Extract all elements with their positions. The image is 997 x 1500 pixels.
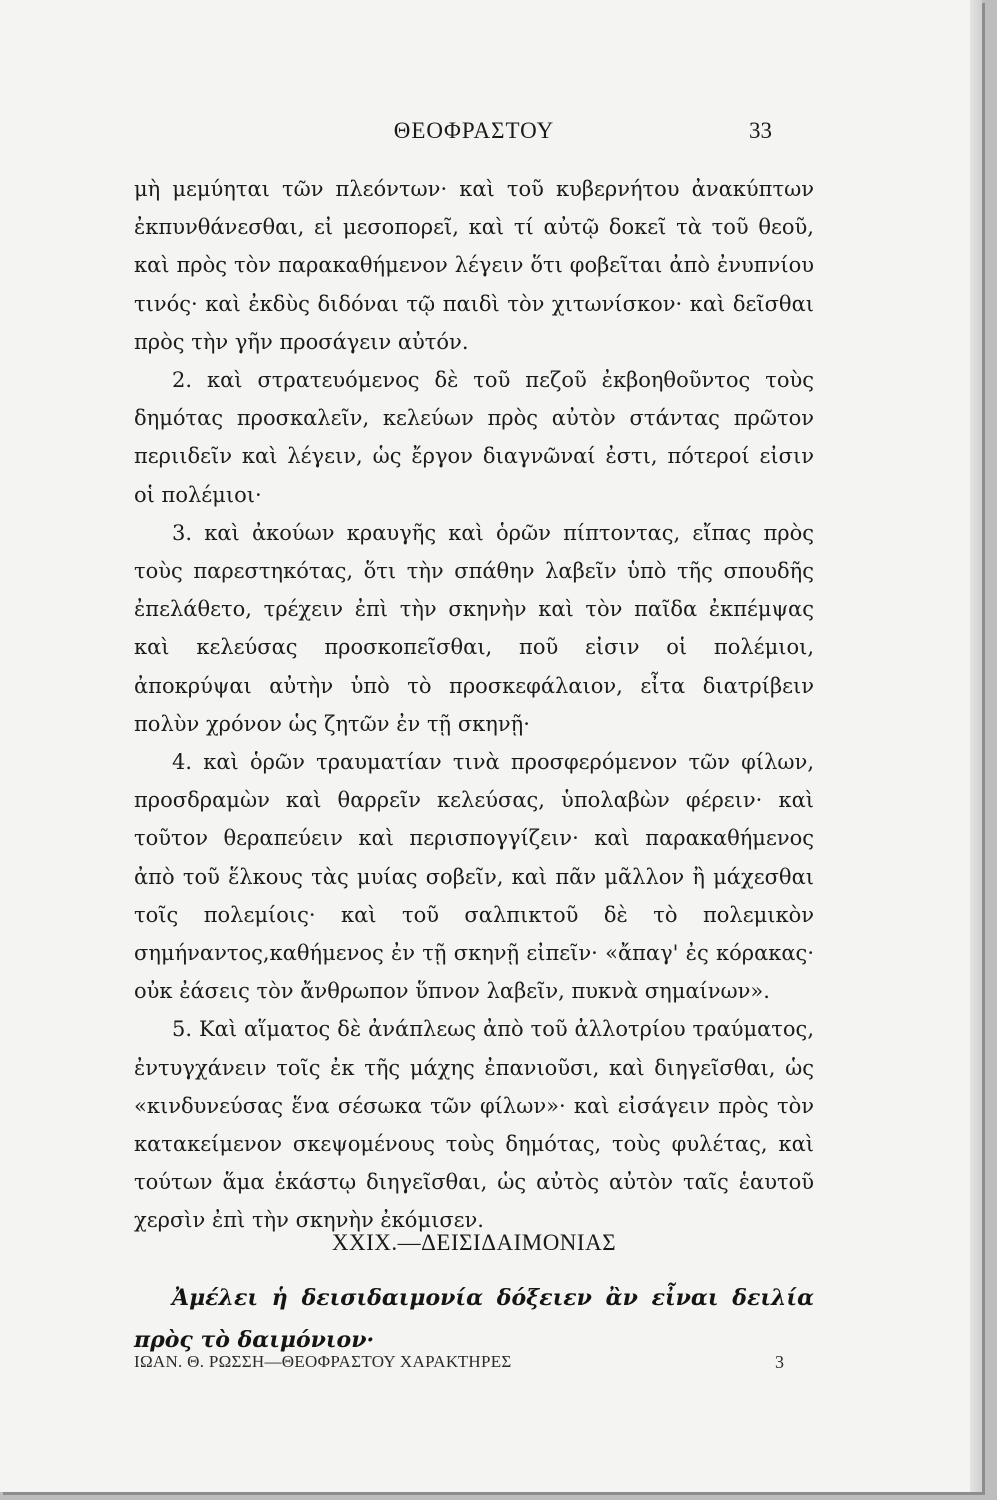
running-head [134, 118, 814, 152]
page-number: 33 [749, 118, 772, 143]
body-text [134, 170, 814, 1240]
paragraph-4: 4. καὶ ὁρῶν τραυματίαν τινὰ προσφερόμενον τῶν φίλων, προσδραμὼν καὶ θαρρεῖν κελεύσας, ὑπολαβὼν φέρειν· καὶ τοῦτον θεραπεύειν καὶ περισπογγίζειν· καὶ παρακαθήμενος ἀπὸ τοῦ ἕλκους τὰς μυίας σοβεῖν, καὶ πᾶν μᾶλλον ἢ μάχεσθαι τοῖς πολεμίοις· καὶ τοῦ σαλπικτοῦ δὲ τὸ πολεμικὸν σημήναντος,καθήμενος ἐν τῇ σκηνῇ εἰπεῖν· «ἄπαγ' ἐς κόρακας· οὐκ ἐάσεις τὸν ἄνθρωπον ὕπνον λαβεῖν, πυκνὰ σημαίνων». [134, 750, 814, 1004]
paragraph-5: 5. Καὶ αἵματος δὲ ἀνάπλεως ἀπὸ τοῦ ἀλλοτρίου τραύματος, ἐντυγχάνειν τοῖς ἐκ τῆς μάχης ἐπανιοῦσι, καὶ διηγεῖσθαι, ὡς «κινδυνεύσας ἕνα σέσωκα τῶν φίλων»· καὶ εἰσάγειν πρὸς τὸν κατακείμενον σκεψομένους τοὺς δημότας, τοὺς φυλέτας, καὶ τούτων ἅμα ἑκάστῳ διηγεῖσθαι, ὡς αὐτὸς αὐτὸν ταῖς ἑαυτοῦ χερσὶν ἐπὶ τὴν σκηνὴν ἐκόμισεν. [134, 1017, 814, 1233]
paragraph-3: 3. καὶ ἀκούων κραυγῆς καὶ ὁρῶν πίπτοντας, εἴπας πρὸς τοὺς παρεστηκότας, ὅτι τὴν σπάθην λαβεῖν ὑπὸ τῆς σπουδῆς ἐπελάθετο, τρέχειν ἐπὶ τὴν σκηνὴν καὶ τὸν παῖδα ἐκπέμψας καὶ κελεύσας προσκοπεῖσθαι, ποῦ εἰσιν οἱ πολέμιοι, ἀποκρύψαι αὐτὴν ὑπὸ τὸ προσκεφάλαιον, εἶτα διατρίβειν πολὺν χρόνον ὡς ζητῶν ἐν τῇ σκηνῇ· [134, 520, 814, 736]
paragraph-continuation: μὴ μεμύηται τῶν πλεόντων· καὶ τοῦ κυβερνήτου ἀνακύπτων ἐκπυνθάνεσθαι, εἰ μεσοπορεῖ, καὶ τί αὐτῷ δοκεῖ τὰ τοῦ θεοῦ, καὶ πρὸς τὸν παρακαθήμενον λέγειν ὅτι φοβεῖται ἀπὸ ἐνυπνίου τινός· καὶ ἐκδὺς διδόναι τῷ παιδὶ τὸν χιτωνίσκον· καὶ δεῖσθαι πρὸς τὴν γῆν προσάγειν αὐτόν. [134, 177, 814, 354]
paragraph-2: 2. καὶ στρατευόμενος δὲ τοῦ πεζοῦ ἐκβοηθοῦντος τοὺς δημότας προσκαλεῖν, κελεύων πρὸς αὐτὸν στάντας πρῶτον περιιδεῖν καὶ λέγειν, ὡς ἔργον διαγνῶναί ἐστι, πότεροί εἰσιν οἱ πολέμιοι· [134, 368, 814, 507]
running-head-title: ΘΕΟΦΡΑΣΤΟΥ [393, 118, 555, 143]
section-heading: XXIX.—ΔΕΙΣΙΔΑΙΜΟΝΙΑΣ [331, 1230, 617, 1255]
section-definition: Ἀμέλει ἡ δεισιδαιμονία δόξειεν ἂν εἶναι δειλία πρὸς τὸ δαιμόνιον· [134, 1285, 814, 1353]
page-edge [970, 0, 982, 1492]
signature-number: 3 [775, 1352, 784, 1372]
signature-text: ΙΩΑΝ. Θ. ΡΩΣΣΗ—ΘΕΟΦΡΑΣΤΟΥ ΧΑΡΑΚΤΗΡΕΣ [134, 1352, 512, 1371]
printer-signature [134, 1352, 814, 1376]
